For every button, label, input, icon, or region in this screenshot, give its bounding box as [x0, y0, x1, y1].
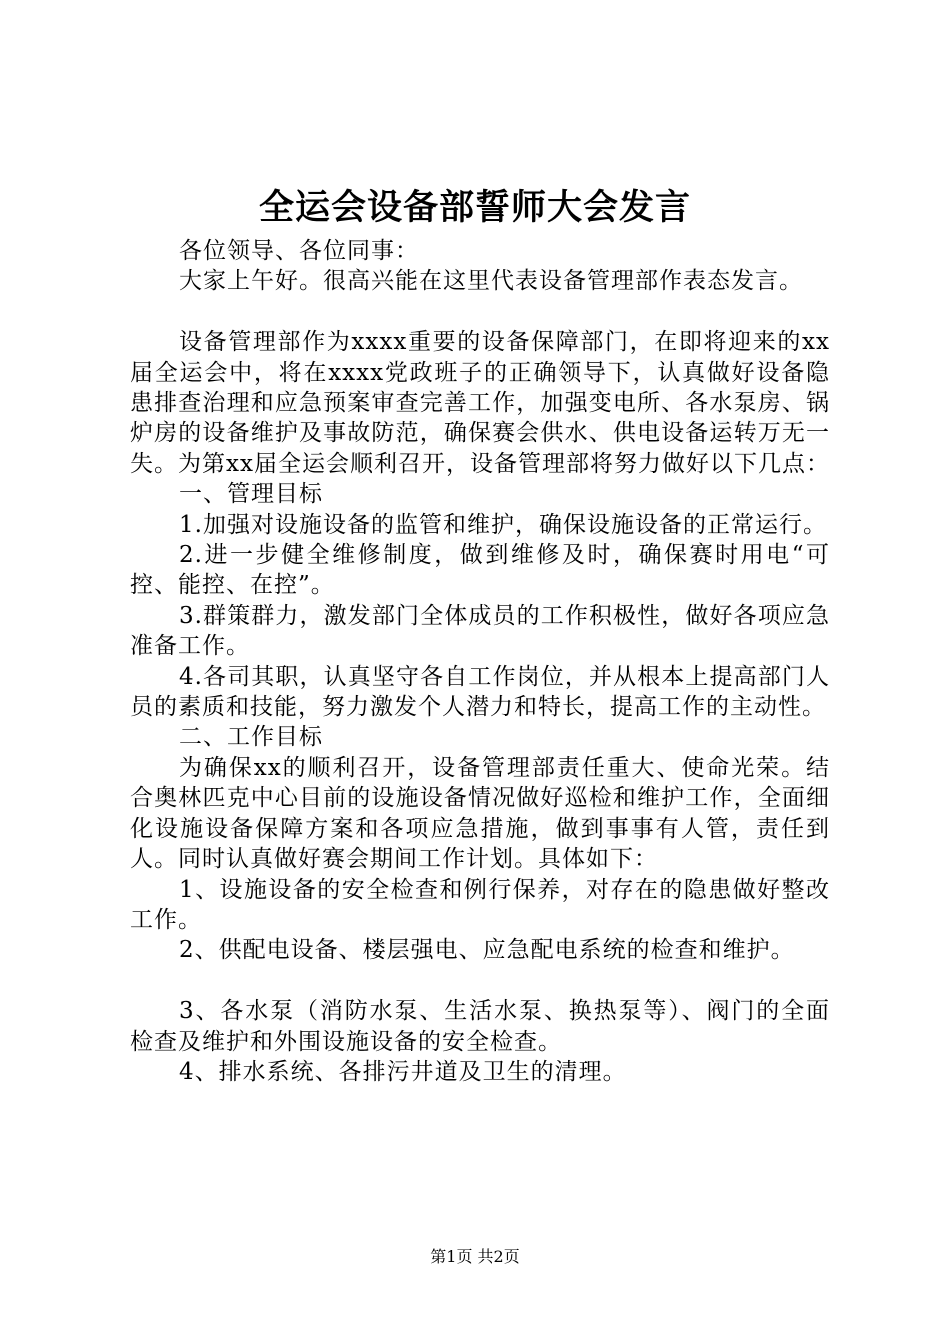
- greeting-paragraph: 大家上午好。很高兴能在这里代表设备管理部作表态发言。: [179, 268, 803, 295]
- work-goal-item: 1、设施设备的安全检查和例行保养，对存在的隐患做好整改工作。: [130, 876, 830, 933]
- work-goal-item: 3、各水泵（消防水泵、生活水泵、换热泵等）、阀门的全面检查及维护和外围设施设备的安全检查。: [130, 998, 830, 1055]
- section-heading-work-goals: 二、工作目标: [179, 724, 323, 751]
- intro-paragraph: 设备管理部作为xxxx重要的设备保障部门，在即将迎来的xx届全运会中，将在xxxx党政班子的正确领导下，认真做好设备隐患排查治理和应急预案审查完善工作，加强变电所、各水泵房、锅炉房的设备维护及事故防范，确保赛会供水、供电设备运转万无一失。为第xx届全运会顺利召开，设备管理部将努力做好以下几点：: [130, 329, 830, 477]
- work-goal-item: 4、排水系统、各排污井道及卫生的清理。: [179, 1058, 627, 1085]
- management-goal-item: 2.进一步健全维修制度，做到维修及时，确保赛时用电“可控、能控、在控”。: [130, 542, 830, 599]
- document-body: [130, 236, 830, 1087]
- management-goal-item: 3.群策群力，激发部门全体成员的工作积极性，做好各项应急准备工作。: [130, 602, 830, 660]
- work-goals-paragraph: 为确保xx的顺利召开，设备管理部责任重大、使命光荣。结合奥林匹克中心目前的设施设备情况做好巡检和维护工作，全面细化设施设备保障方案和各项应急措施，做到事事有人管，责任到人。同时认真做好赛会期间工作计划。具体如下：: [130, 754, 830, 873]
- page-footer: 第1页 共2页: [430, 1247, 520, 1266]
- salutation: 各位领导、各位同事：: [179, 238, 419, 264]
- document-title: 全运会设备部誓师大会发言: [258, 187, 691, 228]
- management-goal-item: 4.各司其职，认真坚守各自工作岗位，并从根本上提高部门人员的素质和技能，努力激发个人潜力和特长，提高工作的主动性。: [130, 663, 830, 721]
- management-goal-item: 1.加强对设施设备的监管和维护，确保设施设备的正常运行。: [179, 511, 827, 538]
- section-heading-management-goals: 一、管理目标: [179, 481, 323, 508]
- work-goal-item: 2、供配电设备、楼层强电、应急配电系统的检查和维护。: [179, 937, 795, 964]
